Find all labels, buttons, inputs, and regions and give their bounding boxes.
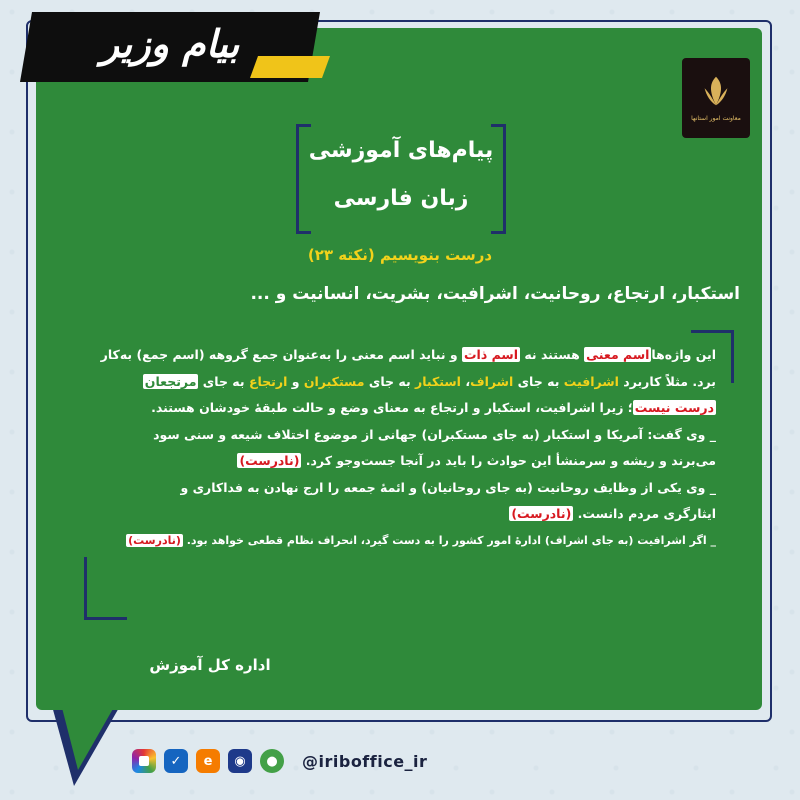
incorrect-tag: (نادرست): [511, 506, 572, 521]
tick-icon[interactable]: ✓: [164, 749, 188, 773]
page-title: پیام‌های آموزشی: [308, 138, 494, 163]
term-abstract-noun: اسم معنی: [586, 347, 650, 362]
body-line-1: این واژه‌هااسم معنی هستند نه اسم ذات و نباید اسم معنی را به‌عنوان جمع گروهه (اسم جمع) به‌کار: [100, 347, 716, 362]
body-line-5: می‌برند و ریشه و سرمنشأ این حوادث را باید در آنجا جست‌وجو کرد. (نادرست): [239, 453, 716, 468]
body-line-4: _ وی گفت: آمریکا و استکبار (به جای مستکبران) جهانی از موضوع اختلاف شیعه و سنی سود: [153, 426, 716, 442]
body-line-2: برد. مثلاً کاربرد اشرافیت به جای اشراف، استکبار به جای مستکبران و ارتجاع به جای مرتجعان: [144, 373, 716, 389]
lesson-body: [94, 342, 716, 554]
social-handle[interactable]: @iriboffice_ir: [302, 751, 428, 771]
incorrect-label: درست نیست: [634, 400, 714, 415]
term-concrete-noun: اسم ذات: [463, 347, 518, 362]
igap-icon[interactable]: ●: [260, 749, 284, 773]
content-corner-left: [84, 557, 127, 620]
eitaa-icon[interactable]: e: [196, 749, 220, 773]
social-bar: [132, 748, 427, 774]
department-signature: اداره کل آموزش: [149, 656, 271, 674]
title-box: [296, 124, 506, 232]
organization-logo: [682, 58, 750, 138]
incorrect-tag: (نادرست): [239, 453, 300, 468]
body-line-7: ایثارگری مردم دانست. (نادرست): [511, 506, 716, 521]
logo-caption: معاونت امور استانها: [691, 115, 741, 122]
rubika-icon[interactable]: [132, 749, 156, 773]
incorrect-tag: (نادرست): [128, 533, 181, 547]
bale-icon[interactable]: ◉: [228, 749, 252, 773]
content-box: [84, 330, 734, 620]
body-line-8: _ اگر اشرافیت (به جای اشراف) ادارهٔ امور کشور را به دست گیرد، انحراف نظام قطعی خواهد بود. (نادرست): [128, 533, 716, 547]
body-line-3: درست نیست؛ زیرا اشرافیت، استکبار و ارتجاع به معنای وضع و حالت طبقهٔ خودشان هستند.: [151, 400, 714, 415]
brand-name: بیام وزیر: [100, 22, 240, 66]
lesson-subtitle: درست بنویسیم (نکته ۲۳): [307, 246, 493, 264]
lesson-headline: استکبار، ارتجاع، روحانیت، اشرافیت، بشریت، انسانیت و ...: [250, 284, 740, 304]
page-subtitle-language: زبان فارسی: [333, 186, 469, 211]
bubble-tail: [60, 700, 118, 770]
body-line-6: _ وی یکی از وظایف روحانیت (به جای روحانیان) و ائمهٔ جمعه را ارج نهادن به فداکاری و: [180, 479, 716, 495]
emblem-icon: [697, 73, 735, 111]
